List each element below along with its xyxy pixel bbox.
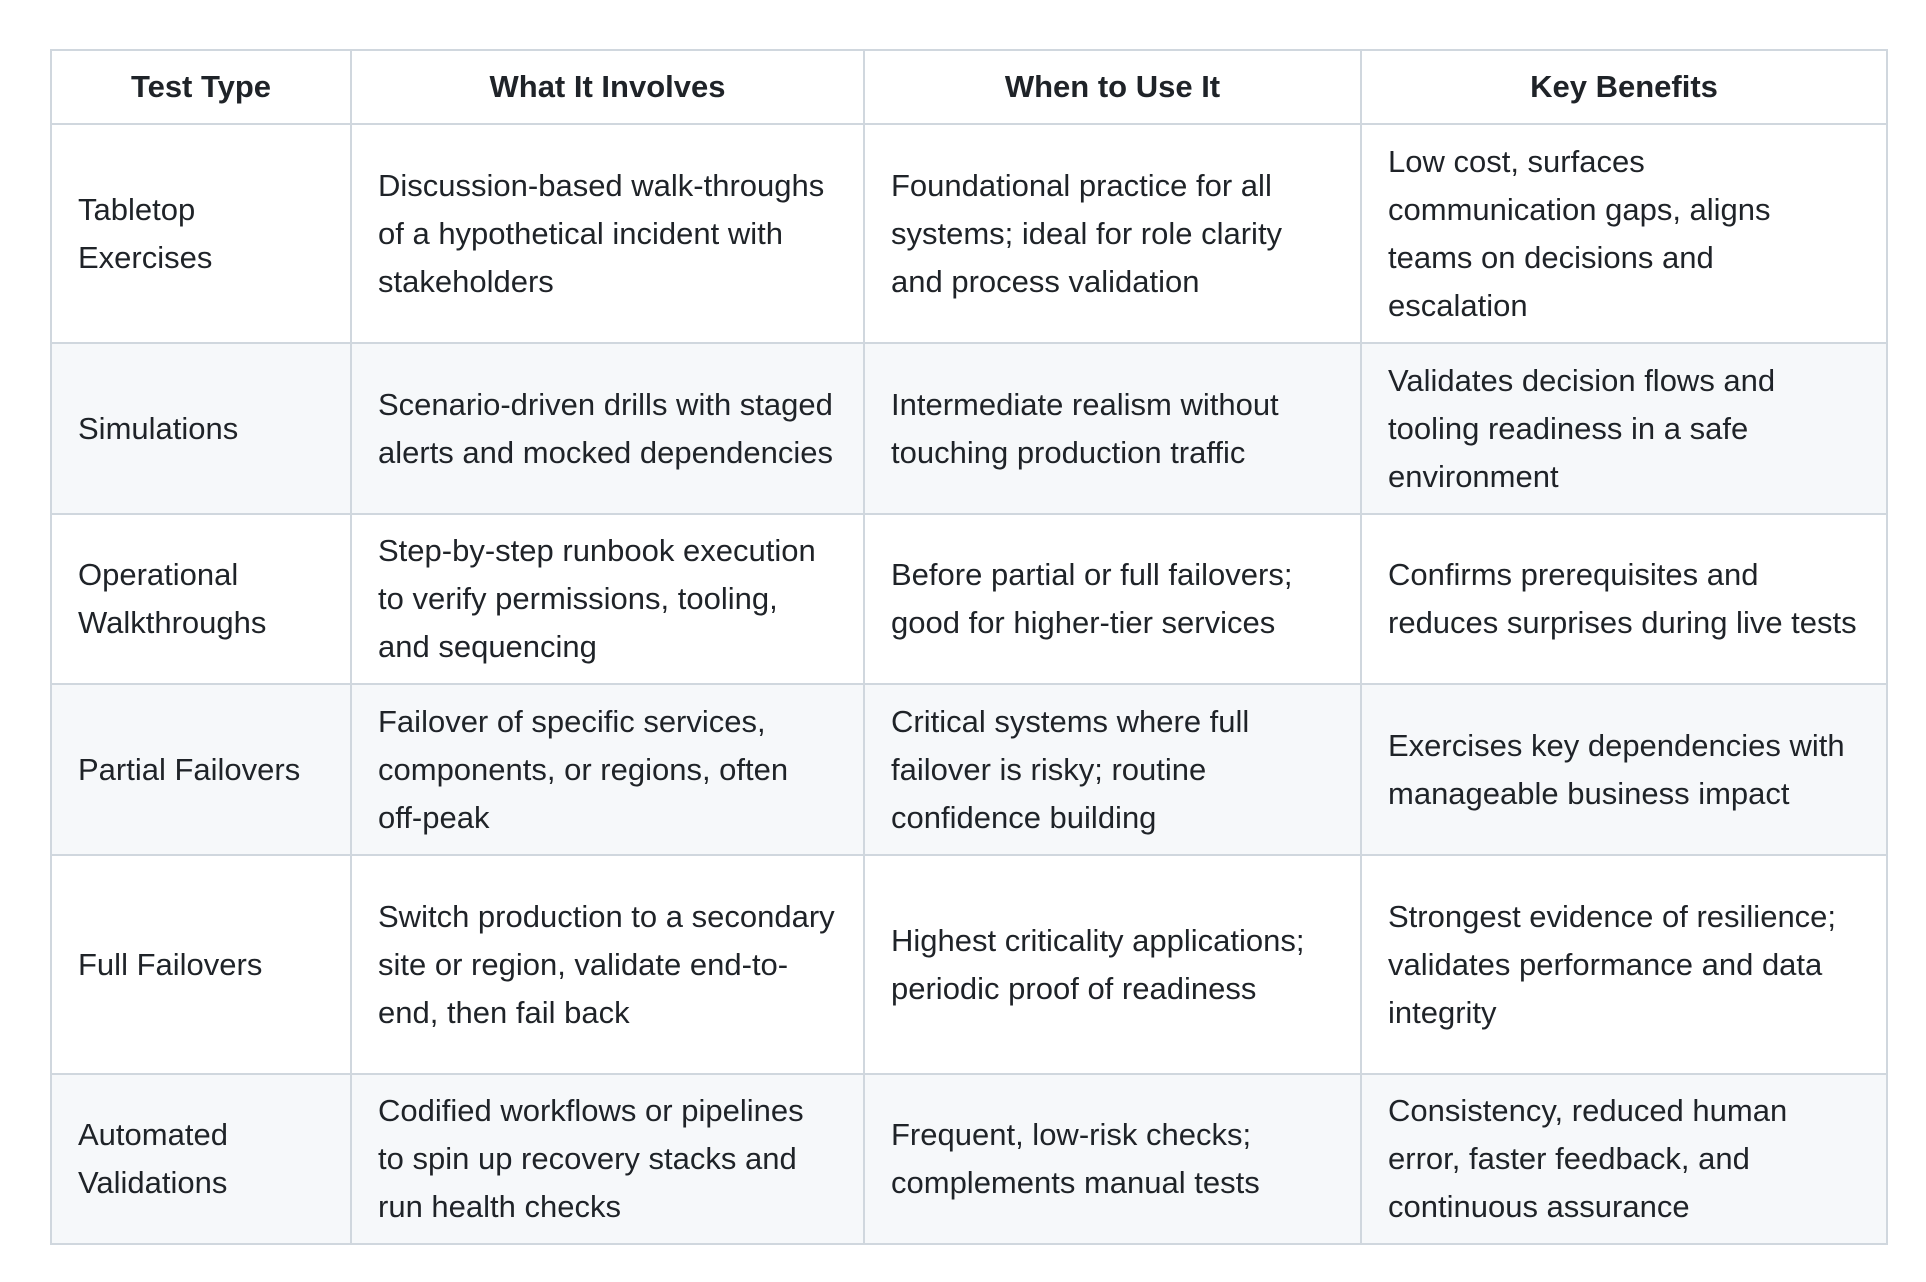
- cell-what-it-involves: Step-by-step runbook execution to verify permissions, tooling, and sequencing: [351, 514, 864, 684]
- table-row: [51, 124, 1887, 343]
- cell-what-it-involves: Discussion-based walk-throughs of a hypothetical incident with stakeholders: [351, 124, 864, 343]
- cell-key-benefits: Exercises key dependencies with manageable business impact: [1361, 684, 1887, 855]
- dr-test-types-table: [50, 49, 1888, 1245]
- cell-when-to-use-it: Foundational practice for all systems; ideal for role clarity and process validation: [864, 124, 1361, 343]
- cell-what-it-involves: Codified workflows or pipelines to spin up recovery stacks and run health checks: [351, 1074, 864, 1244]
- cell-test-type: Partial Failovers: [51, 684, 351, 855]
- table-row: [51, 1074, 1887, 1244]
- header-what-it-involves: What It Involves: [351, 50, 864, 124]
- cell-test-type: Full Failovers: [51, 855, 351, 1074]
- table-row: [51, 855, 1887, 1074]
- cell-key-benefits: Strongest evidence of resilience; validates performance and data integrity: [1361, 855, 1887, 1074]
- cell-test-type: Tabletop Exercises: [51, 124, 351, 343]
- table-row: [51, 684, 1887, 855]
- header-test-type: Test Type: [51, 50, 351, 124]
- cell-what-it-involves: Scenario-driven drills with staged alerts and mocked dependencies: [351, 343, 864, 514]
- cell-test-type: Operational Walkthroughs: [51, 514, 351, 684]
- header-when-to-use-it: When to Use It: [864, 50, 1361, 124]
- table-header: [51, 50, 1887, 124]
- cell-key-benefits: Low cost, surfaces communication gaps, aligns teams on decisions and escalation: [1361, 124, 1887, 343]
- cell-when-to-use-it: Highest criticality applications; periodic proof of readiness: [864, 855, 1361, 1074]
- cell-key-benefits: Consistency, reduced human error, faster feedback, and continuous assurance: [1361, 1074, 1887, 1244]
- cell-what-it-involves: Switch production to a secondary site or region, validate end-to-end, then fail back: [351, 855, 864, 1074]
- cell-what-it-involves: Failover of specific services, components, or regions, often off-peak: [351, 684, 864, 855]
- table-row: [51, 343, 1887, 514]
- header-key-benefits: Key Benefits: [1361, 50, 1887, 124]
- cell-test-type: Automated Validations: [51, 1074, 351, 1244]
- cell-key-benefits: Confirms prerequisites and reduces surprises during live tests: [1361, 514, 1887, 684]
- table-row: [51, 514, 1887, 684]
- cell-when-to-use-it: Before partial or full failovers; good for higher-tier services: [864, 514, 1361, 684]
- cell-test-type: Simulations: [51, 343, 351, 514]
- table-body: [51, 124, 1887, 1244]
- cell-when-to-use-it: Frequent, low-risk checks; complements manual tests: [864, 1074, 1361, 1244]
- cell-when-to-use-it: Critical systems where full failover is risky; routine confidence building: [864, 684, 1361, 855]
- header-row: [51, 50, 1887, 124]
- dr-test-types-table-container: [50, 49, 1886, 1245]
- cell-when-to-use-it: Intermediate realism without touching production traffic: [864, 343, 1361, 514]
- cell-key-benefits: Validates decision flows and tooling readiness in a safe environment: [1361, 343, 1887, 514]
